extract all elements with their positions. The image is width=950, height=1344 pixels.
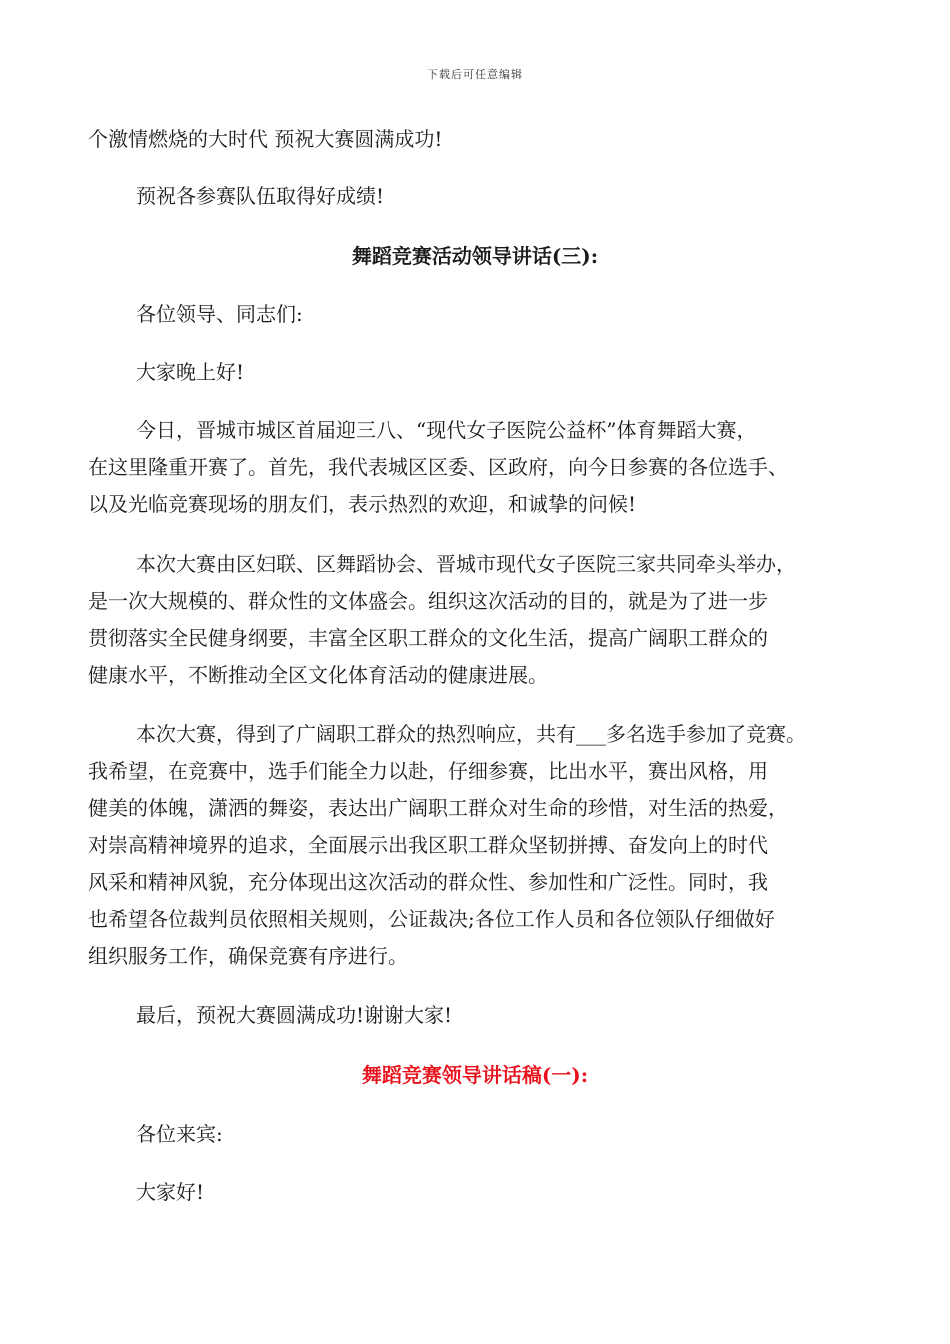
section-heading-red: 舞蹈竞赛领导讲话稿(一): [361,1063,589,1087]
paragraph-line: 健康水平，不断推动全区文化体育活动的健康进展。 [88,663,548,687]
paragraph-line: 各位来宾: [136,1122,223,1146]
paragraph-line: 最后，预祝大赛圆满成功!谢谢大家! [136,1003,453,1027]
paragraph-line: 也希望各位裁判员依照相关规则，公证裁决;各位工作人员和各位领队仔细做好 [88,907,775,931]
paragraph-line: 我希望，在竞赛中，选手们能全力以赴，仔细参赛，比出水平，赛出风格，用 [88,759,768,783]
paragraph-line: 贯彻落实全民健身纲要，丰富全区职工群众的文化生活，提高广阔职工群众的 [88,626,768,650]
paragraph-line: 是一次大规模的、群众性的文体盛会。组织这次活动的目的，就是为了进一步 [88,589,768,613]
paragraph-line: 本次大赛由区妇联、区舞蹈协会、晋城市现代女子医院三家共同牵头举办， [136,552,796,576]
paragraph-line: 以及光临竞赛现场的朋友们，表示热烈的欢迎，和诚挚的问候! [88,492,637,516]
paragraph-line: 对崇高精神境界的追求，全面展示出我区职工群众坚韧拼搏、奋发向上的时代 [88,833,768,857]
paragraph-line: 在这里隆重开赛了。首先，我代表城区区委、区政府，向今日参赛的各位选手、 [88,455,788,479]
paragraph-line: 各位领导、同志们: [136,302,303,326]
paragraph-line: 风采和精神风貌，充分体现出这次活动的群众性、参加性和广泛性。同时，我 [88,870,768,894]
paragraph-line: 预祝各参赛队伍取得好成绩! [136,184,385,208]
paragraph-line: 大家好! [136,1180,205,1204]
paragraph-line: 个激情燃烧的大时代 预祝大赛圆满成功! [88,127,443,151]
paragraph-line: 本次大赛，得到了广阔职工群众的热烈响应，共有___多名选手参加了竞赛。 [136,722,806,746]
page-header-note: 下载后可任意编辑 [427,68,523,81]
paragraph-line: 大家晚上好! [136,360,245,384]
paragraph-line: 组织服务工作，确保竞赛有序进行。 [88,944,408,968]
paragraph-line: 健美的体魄，潇洒的舞姿，表达出广阔职工群众对生命的珍惜，对生活的热爱， [88,796,788,820]
section-heading: 舞蹈竞赛活动领导讲话(三): [351,244,599,268]
paragraph-line: 今日，晋城市城区首届迎三八、“现代女子医院公益杯”体育舞蹈大赛， [136,418,757,442]
